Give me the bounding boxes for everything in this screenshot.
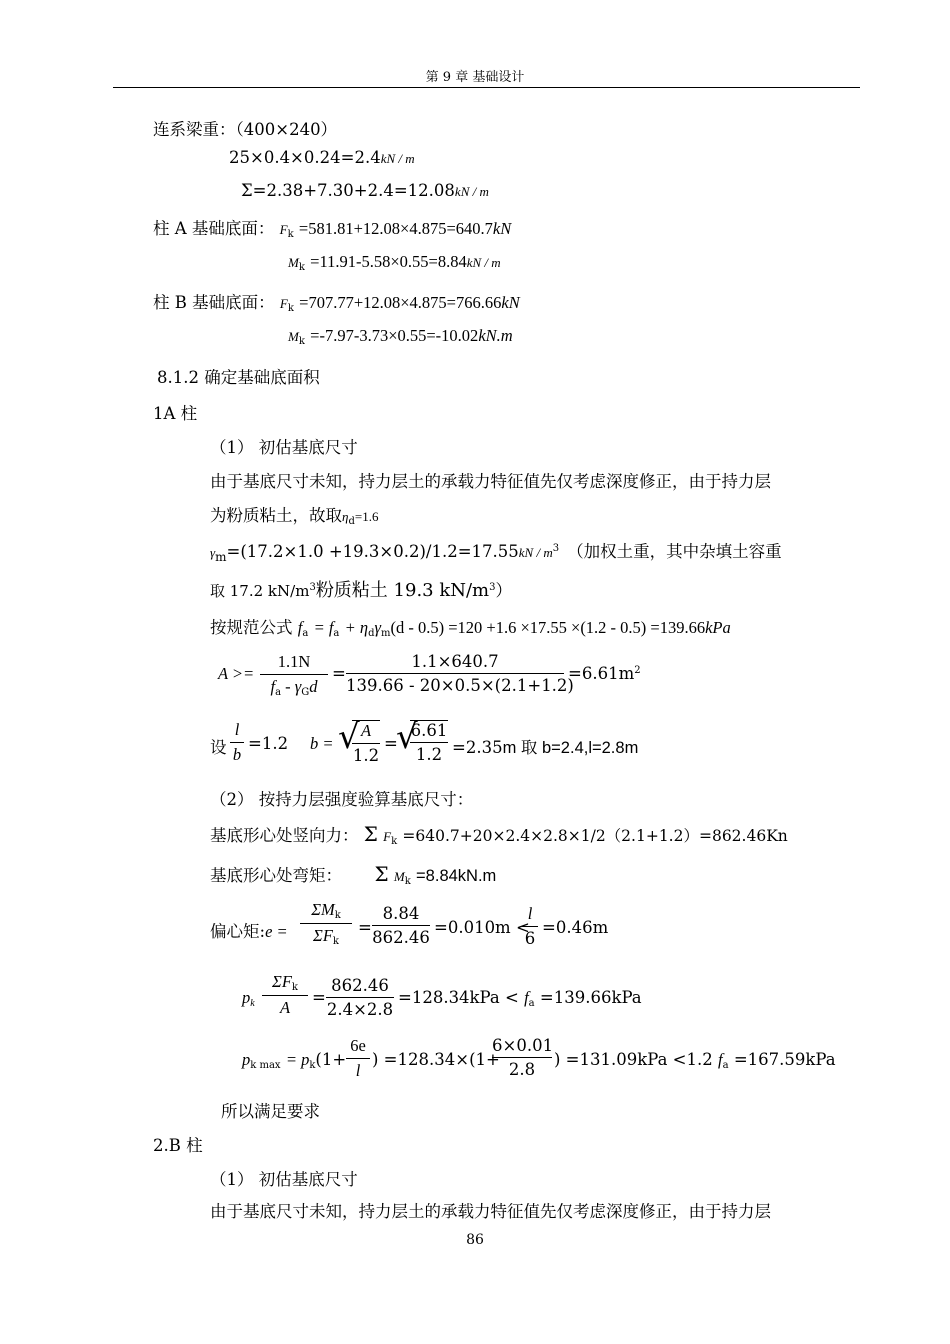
- denominator: [300, 926, 352, 947]
- equals-sign: =: [384, 734, 398, 753]
- denominator: A: [279, 998, 291, 1017]
- unit-text: kPa: [705, 618, 731, 637]
- subscript: a: [528, 998, 535, 1009]
- symbol: d: [309, 677, 318, 696]
- subscript: m: [215, 550, 227, 564]
- equals-sign: =: [358, 918, 372, 937]
- chapter-header: 第 9 章 基础设计: [425, 70, 525, 85]
- text-line: 连系梁重：（400×240）: [153, 120, 338, 139]
- formula-line: [210, 918, 288, 942]
- sum-symbol: Σ: [374, 862, 389, 886]
- fraction-bar: [260, 674, 328, 675]
- denominator: 1.2: [415, 745, 443, 764]
- formula-text: =6.61m: [568, 664, 635, 683]
- fraction-bar: [522, 926, 538, 927]
- fraction-bar: [492, 1057, 552, 1058]
- fraction: [230, 720, 244, 765]
- formula-text: =2.35: [452, 738, 503, 757]
- formula-lhs: [242, 1050, 346, 1071]
- fraction: [372, 904, 430, 947]
- formula-text: =707.77+12.08×4.875=766.66: [299, 293, 502, 312]
- fraction: [262, 972, 308, 1018]
- formula-text: =139.66kPa: [539, 988, 642, 1007]
- formula-text: e =: [265, 922, 288, 941]
- label-text: 柱 A 基础底面：: [153, 219, 275, 238]
- fraction-bar: [410, 742, 448, 743]
- formula-text: Σ=2.38+7.30+2.4=12.08: [241, 181, 455, 200]
- fraction-bar: [326, 997, 394, 998]
- symbol: ΣF: [272, 972, 292, 991]
- label-text: 偏心矩:: [210, 922, 266, 941]
- fraction-bar: [262, 995, 308, 996]
- header-rule: [113, 87, 860, 88]
- formula-result: [452, 734, 638, 758]
- symbol: M: [288, 255, 299, 270]
- formula-line: [210, 538, 782, 564]
- symbol: γ: [210, 545, 216, 560]
- formula-line: [241, 181, 489, 200]
- subscript: k: [298, 336, 305, 347]
- symbol: F: [279, 296, 288, 311]
- label-text: 为粉质粘土，故取: [210, 506, 342, 525]
- fraction: [522, 904, 538, 948]
- symbol: ΣF: [313, 926, 333, 945]
- numerator: 1.1×640.7: [411, 652, 499, 671]
- formula-text: =640.7+20×2.4×2.8×1/2（2.1+1.2）=862.46Kn: [402, 827, 788, 845]
- numerator: 6×0.01: [492, 1036, 554, 1055]
- formula-text: =0.46m: [542, 918, 609, 937]
- fraction-bar: [346, 1058, 370, 1059]
- denominator: 2.4×2.8: [326, 1000, 394, 1019]
- symbol: A >=: [218, 664, 255, 683]
- formula-text: =167.59kPa: [733, 1050, 836, 1069]
- subscript: a: [275, 687, 282, 698]
- formula-text: 25×0.4×0.24=2.4: [229, 148, 381, 167]
- symbol: - γ: [281, 677, 302, 696]
- numerator: 6.61: [410, 721, 448, 740]
- formula-text: =1.2: [248, 734, 289, 753]
- superscript: 3: [552, 543, 560, 554]
- symbol: f: [270, 677, 276, 696]
- symbol: γ: [374, 618, 381, 637]
- formula-line: [210, 862, 496, 887]
- symbol: f: [524, 988, 529, 1007]
- unit-text: kN / m: [466, 255, 501, 270]
- subscript: k: [309, 1060, 316, 1071]
- formula-line: [229, 148, 415, 167]
- label-text: 设: [210, 738, 227, 757]
- symbol: p: [242, 988, 251, 1007]
- denominator: 139.66 - 20×0.5×(2.1+1.2): [346, 676, 574, 695]
- label-text: 按规范公式: [210, 618, 293, 637]
- step-heading: （1） 初估基底尺寸: [210, 1170, 358, 1189]
- equals-sign: =: [312, 988, 326, 1007]
- formula-text: (1+: [315, 1050, 347, 1069]
- fraction: [300, 900, 352, 947]
- formula-line: [153, 215, 511, 240]
- superscript: 3: [309, 582, 316, 593]
- denominator: 2.8: [508, 1060, 536, 1079]
- symbol: M: [393, 869, 405, 884]
- formula-line: [153, 289, 520, 314]
- subscript: k: [287, 303, 294, 314]
- denominator: b: [232, 745, 242, 764]
- symbol: + η: [344, 618, 369, 637]
- fraction: [260, 652, 328, 698]
- fraction: [410, 720, 448, 764]
- denominator: 862.46: [372, 928, 430, 947]
- numerator: 1.1N: [277, 652, 311, 671]
- fraction-bar: [300, 923, 352, 924]
- fraction: [492, 1036, 552, 1079]
- formula-result: [568, 664, 641, 683]
- symbol: F: [383, 829, 392, 844]
- section-heading: 8.1.2 确定基础底面积: [157, 368, 320, 387]
- fraction: [346, 652, 574, 695]
- subscript: d: [348, 516, 355, 527]
- subscript: a: [333, 628, 340, 639]
- numerator: l: [234, 720, 240, 739]
- conclusion-text: 所以满足要求: [221, 1102, 320, 1121]
- formula-text: ) =131.09kPa <1.2: [554, 1050, 713, 1069]
- label-text: 柱 B 基础底面：: [153, 293, 275, 312]
- subscript: k: [287, 229, 294, 240]
- formula-text: ) =128.34×(1+: [372, 1050, 500, 1069]
- numerator: [262, 972, 308, 993]
- unit-text: kN.m: [478, 326, 513, 345]
- formula-result: [398, 988, 642, 1009]
- formula-text: =0.010m <: [434, 918, 530, 937]
- symbol: p: [242, 1050, 251, 1069]
- symbol: M: [288, 329, 299, 344]
- subsection-heading: 1A 柱: [153, 404, 198, 423]
- fraction-bar: [372, 925, 430, 926]
- equals-sign: =: [332, 664, 346, 683]
- subscript: k: [404, 876, 411, 887]
- note-text: 取 17.2 kN/m: [210, 582, 310, 600]
- denominator: [260, 677, 328, 698]
- note-text: 粉质粘土 19.3 kN/m: [315, 580, 490, 601]
- denominator: l: [355, 1061, 361, 1080]
- subscript: k max: [250, 1060, 281, 1071]
- symbol: f: [297, 618, 303, 637]
- subscript: k: [391, 836, 398, 847]
- symbol: f: [718, 1050, 723, 1069]
- formula-line: [210, 576, 512, 602]
- subscript: m: [381, 628, 391, 639]
- formula-text: =11.91-5.58×0.55=8.84: [310, 252, 467, 271]
- sqrt-sign: √: [338, 717, 360, 757]
- formula-text: =1.6: [354, 509, 379, 524]
- fraction: [352, 720, 380, 765]
- denominator: 6: [524, 929, 536, 948]
- subscript: a: [302, 628, 309, 639]
- paragraph-line: 由于基底尺寸未知，持力层土的承载力特征值先仅考虑深度修正，由于持力层: [210, 1202, 771, 1221]
- symbol: F: [279, 222, 288, 237]
- numerator: 6e: [350, 1036, 366, 1055]
- numerator: A: [360, 721, 372, 740]
- formula-lhs: [242, 988, 255, 1009]
- unit-text: kN / m: [518, 545, 553, 560]
- paragraph-line: 由于基底尺寸未知，持力层土的承载力特征值先仅考虑深度修正，由于持力层: [210, 472, 771, 491]
- unit-text: kN / m: [454, 184, 489, 199]
- formula-line: [288, 326, 513, 347]
- note-text: （加权土重，其中杂填土容重: [567, 542, 782, 561]
- subscript: d: [368, 628, 375, 639]
- denominator: 1.2: [352, 746, 380, 765]
- formula-text: =-7.97-3.73×0.55=-10.02: [310, 326, 479, 345]
- subscript: a: [722, 1060, 729, 1071]
- formula-text: b =: [310, 734, 334, 753]
- subscript: k: [332, 936, 339, 947]
- sum-symbol: Σ: [363, 822, 378, 846]
- formula-text: (d - 0.5) =120 +1.6 ×17.55 ×(1.2 - 0.5) =139.66: [390, 618, 706, 637]
- label-text: 基底形心处弯矩：: [210, 866, 342, 885]
- fraction: [326, 976, 394, 1019]
- step-heading: （1） 初估基底尺寸: [210, 438, 358, 457]
- formula-text: =128.34kPa <: [398, 988, 519, 1007]
- unit-text: kN: [492, 219, 512, 238]
- formula-line: [210, 614, 731, 639]
- fraction: [346, 1036, 370, 1081]
- formula-text: =8.84kN.m: [416, 867, 497, 885]
- numerator: [300, 900, 352, 921]
- formula-text: =(17.2×1.0 +19.3×0.2)/1.2=17.55: [226, 542, 519, 561]
- formula-result: [554, 1050, 836, 1071]
- formula-lhs: [218, 664, 254, 684]
- numerator: 862.46: [331, 976, 389, 995]
- formula-text: m 取 b=2.4,l=2.8m: [502, 739, 639, 757]
- symbol: = f: [313, 618, 334, 637]
- numerator: l: [527, 904, 533, 923]
- formula-text: =581.81+12.08×4.875=640.7: [298, 219, 493, 238]
- symbol: = p: [285, 1050, 310, 1069]
- subsection-heading: 2.B 柱: [153, 1136, 203, 1155]
- numerator: 8.84: [382, 904, 420, 923]
- fraction-bar: [346, 673, 564, 674]
- unit-text: kN / m: [380, 151, 415, 166]
- symbol: η: [342, 509, 349, 524]
- subscript: k: [334, 910, 341, 921]
- fraction-bar: [230, 742, 244, 743]
- formula-line: [210, 502, 378, 527]
- fraction-bar: [352, 743, 380, 744]
- note-text: ）: [495, 581, 512, 600]
- formula-line: [210, 822, 788, 847]
- unit-text: kN: [501, 293, 520, 312]
- superscript: 3: [489, 582, 496, 593]
- formula-line: [288, 252, 501, 273]
- subscript: k: [250, 998, 255, 1009]
- subscript: k: [298, 262, 305, 273]
- page-number: 86: [466, 1232, 484, 1248]
- symbol: ΣM: [311, 900, 335, 919]
- superscript: 2: [634, 665, 641, 676]
- subscript: k: [291, 982, 298, 993]
- step-heading: （2） 按持力层强度验算基底尺寸：: [210, 790, 474, 809]
- sqrt-sign: √: [396, 717, 418, 757]
- label-text: 基底形心处竖向力：: [210, 826, 359, 845]
- subscript: G: [301, 687, 310, 698]
